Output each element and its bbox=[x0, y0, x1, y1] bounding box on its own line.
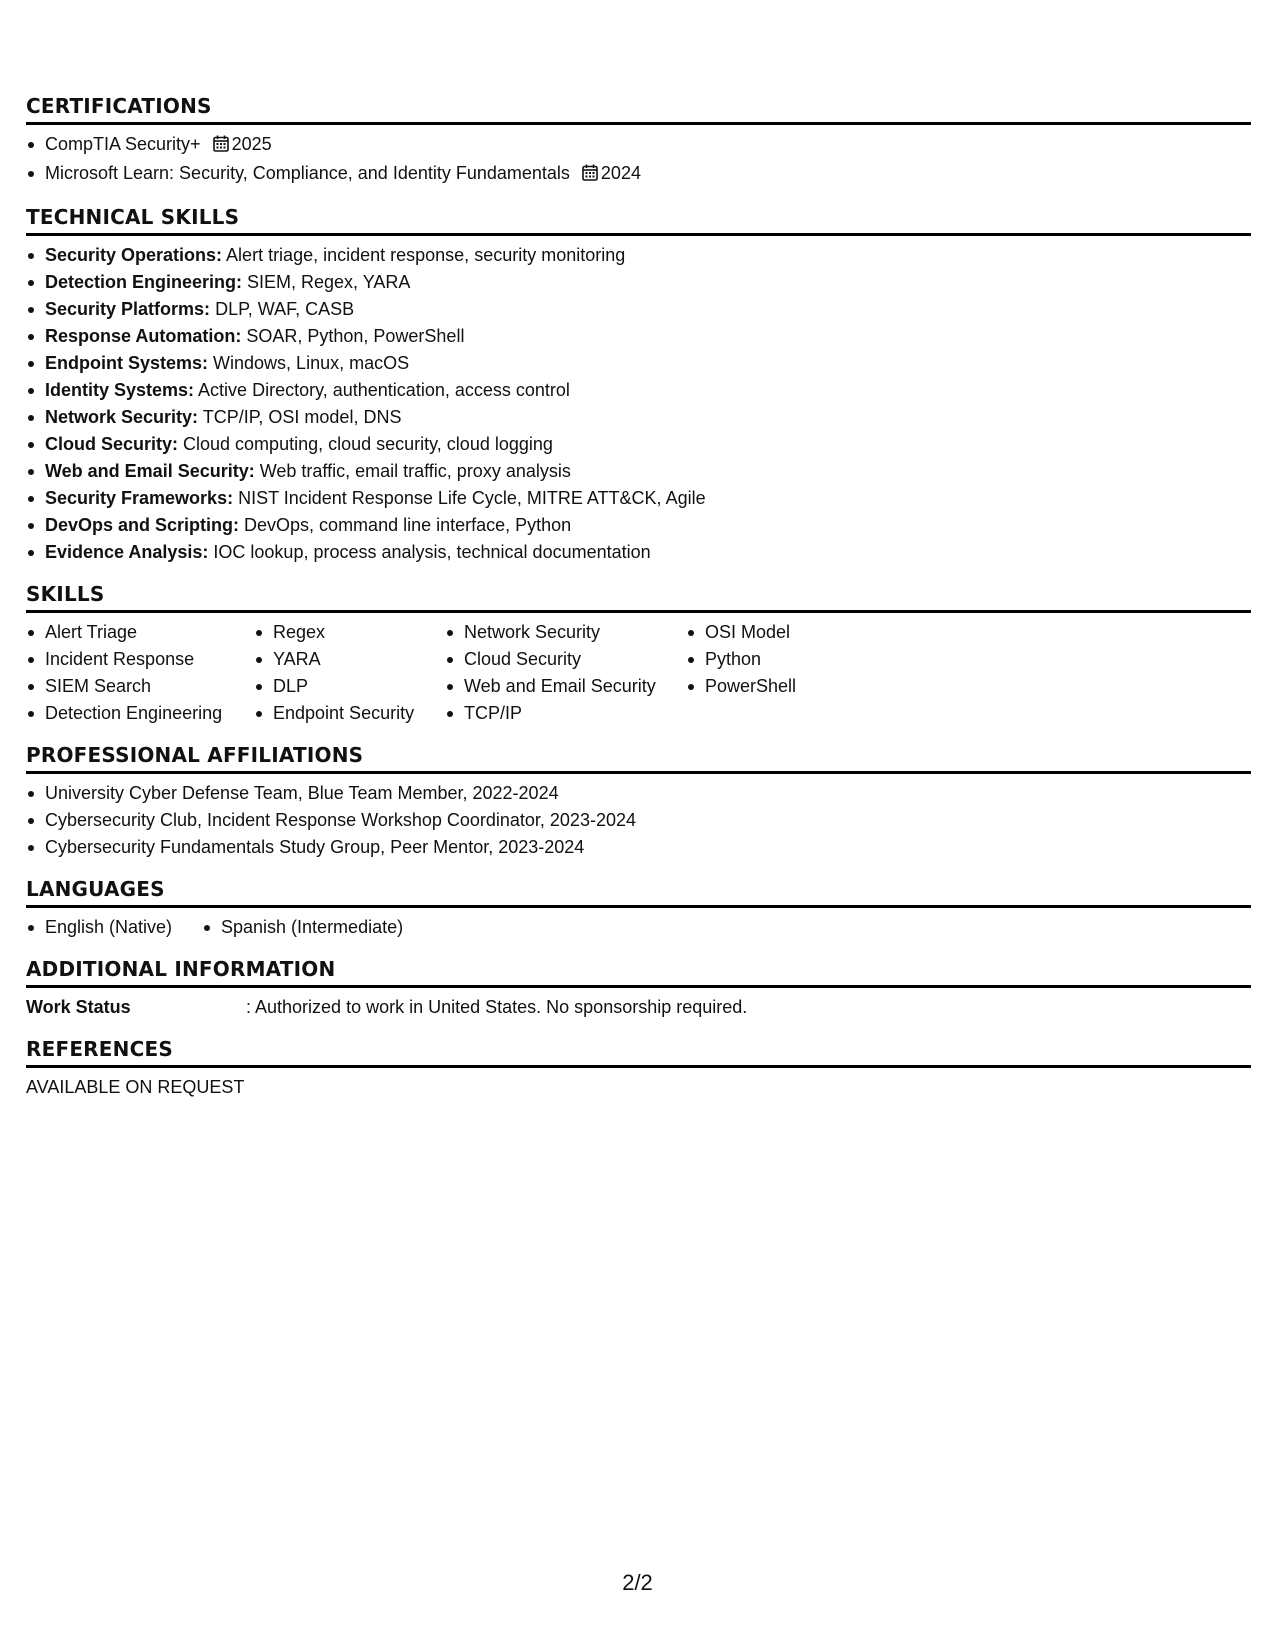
skill-category: Identity Systems: bbox=[45, 380, 195, 400]
certification-year: 2025 bbox=[231, 134, 272, 154]
skill-category: Endpoint Systems: bbox=[45, 353, 209, 373]
skills-grid bbox=[26, 619, 1251, 727]
references-section bbox=[26, 1037, 1251, 1101]
certification-name: CompTIA Security+ bbox=[45, 134, 201, 154]
list-item: Incident Response bbox=[26, 646, 254, 673]
list-item bbox=[26, 131, 1251, 160]
list-item: Endpoint Security bbox=[254, 700, 445, 727]
references-heading: REFERENCES bbox=[26, 1037, 1251, 1068]
languages-heading: LANGUAGES bbox=[26, 877, 1251, 908]
list-item bbox=[26, 404, 1251, 431]
skills-column bbox=[686, 619, 886, 727]
list-item bbox=[26, 377, 1251, 404]
references-text: AVAILABLE ON REQUEST bbox=[26, 1077, 245, 1097]
affiliations-section bbox=[26, 743, 1251, 861]
certifications-heading: CERTIFICATIONS bbox=[26, 94, 1251, 125]
certification-year: 2024 bbox=[600, 163, 641, 183]
list-item: Alert Triage bbox=[26, 619, 254, 646]
list-item bbox=[26, 160, 1251, 189]
list-item: Spanish (Intermediate) bbox=[202, 914, 403, 941]
certifications-list bbox=[26, 131, 1251, 189]
technical-skills-heading: TECHNICAL SKILLS bbox=[26, 205, 1251, 236]
skill-values: SIEM, Regex, YARA bbox=[242, 272, 411, 292]
list-item: Regex bbox=[254, 619, 445, 646]
affiliations-list bbox=[26, 780, 1251, 861]
list-item bbox=[26, 512, 1251, 539]
skill-category: DevOps and Scripting: bbox=[45, 515, 240, 535]
skills-column bbox=[445, 619, 686, 727]
skill-category: Network Security: bbox=[45, 407, 199, 427]
technical-skills-list bbox=[26, 242, 1251, 566]
list-item bbox=[26, 485, 1251, 512]
skill-values: DLP, WAF, CASB bbox=[210, 299, 355, 319]
skill-category: Web and Email Security: bbox=[45, 461, 255, 481]
skill-values: Web traffic, email traffic, proxy analysis bbox=[254, 461, 571, 481]
additional-info-section bbox=[26, 957, 1251, 1021]
list-item: TCP/IP bbox=[445, 700, 686, 727]
list-item bbox=[26, 350, 1251, 377]
list-item: Cybersecurity Fundamentals Study Group, Peer Mentor, 2023-2024 bbox=[26, 834, 1251, 861]
list-item: SIEM Search bbox=[26, 673, 254, 700]
certifications-section bbox=[26, 94, 1251, 189]
technical-skills-section bbox=[26, 205, 1251, 566]
skill-values: Windows, Linux, macOS bbox=[208, 353, 410, 373]
work-status-label: Work Status bbox=[26, 997, 131, 1017]
languages-section bbox=[26, 877, 1251, 941]
list-item bbox=[26, 323, 1251, 350]
skill-values: NIST Incident Response Life Cycle, MITRE ATT&CK, Agile bbox=[233, 488, 706, 508]
list-item bbox=[26, 296, 1251, 323]
list-item: Detection Engineering bbox=[26, 700, 254, 727]
additional-info-heading: ADDITIONAL INFORMATION bbox=[26, 957, 1251, 988]
skill-values: IOC lookup, process analysis, technical documentation bbox=[208, 542, 651, 562]
page-number: 2/2 bbox=[622, 1570, 653, 1595]
list-item: Cybersecurity Club, Incident Response Workshop Coordinator, 2023-2024 bbox=[26, 807, 1251, 834]
calendar-icon bbox=[582, 162, 598, 189]
skill-category: Evidence Analysis: bbox=[45, 542, 209, 562]
list-item bbox=[26, 269, 1251, 296]
skills-section bbox=[26, 582, 1251, 727]
skill-category: Detection Engineering: bbox=[45, 272, 243, 292]
list-item: PowerShell bbox=[686, 673, 886, 700]
skills-column bbox=[26, 619, 254, 727]
languages-list bbox=[26, 914, 1251, 941]
list-item bbox=[26, 431, 1251, 458]
skill-category: Cloud Security: bbox=[45, 434, 179, 454]
work-status-row bbox=[26, 994, 1251, 1021]
skills-heading: SKILLS bbox=[26, 582, 1251, 613]
list-item bbox=[26, 242, 1251, 269]
list-item: Python bbox=[686, 646, 886, 673]
skill-category: Security Frameworks: bbox=[45, 488, 234, 508]
skill-values: Active Directory, authentication, access control bbox=[194, 380, 570, 400]
certification-name: Microsoft Learn: Security, Compliance, and Identity Fundamentals bbox=[45, 163, 570, 183]
list-item: English (Native) bbox=[26, 914, 202, 941]
skill-values: SOAR, Python, PowerShell bbox=[241, 326, 465, 346]
list-item: YARA bbox=[254, 646, 445, 673]
list-item: Cloud Security bbox=[445, 646, 686, 673]
list-item bbox=[26, 539, 1251, 566]
list-item: Network Security bbox=[445, 619, 686, 646]
resume-page bbox=[26, 94, 1251, 1101]
calendar-icon bbox=[213, 133, 229, 160]
skill-values: TCP/IP, OSI model, DNS bbox=[198, 407, 402, 427]
list-item bbox=[26, 458, 1251, 485]
list-item: DLP bbox=[254, 673, 445, 700]
list-item: University Cyber Defense Team, Blue Team Member, 2022-2024 bbox=[26, 780, 1251, 807]
work-status-value: : Authorized to work in United States. No sponsorship required. bbox=[246, 997, 748, 1017]
affiliations-heading: PROFESSIONAL AFFILIATIONS bbox=[26, 743, 1251, 774]
skill-category: Security Operations: bbox=[45, 245, 223, 265]
skill-values: DevOps, command line interface, Python bbox=[239, 515, 572, 535]
skills-column bbox=[254, 619, 445, 727]
skill-values: Cloud computing, cloud security, cloud logging bbox=[178, 434, 553, 454]
list-item: Web and Email Security bbox=[445, 673, 686, 700]
skill-category: Security Platforms: bbox=[45, 299, 211, 319]
skill-values: Alert triage, incident response, security monitoring bbox=[222, 245, 626, 265]
skill-category: Response Automation: bbox=[45, 326, 242, 346]
list-item: OSI Model bbox=[686, 619, 886, 646]
